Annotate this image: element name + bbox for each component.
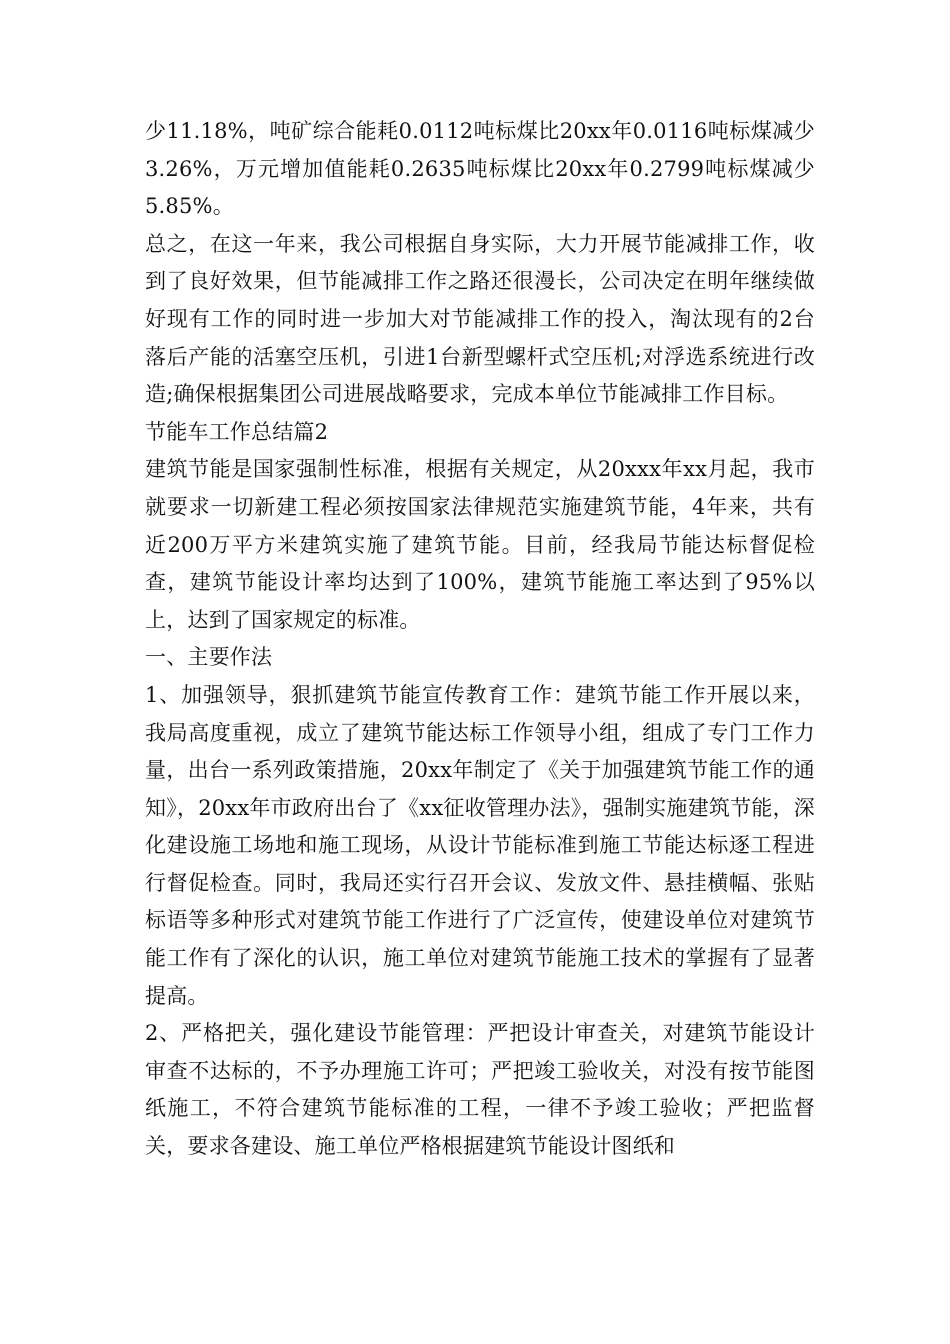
section-title: 节能车工作总结篇2 xyxy=(145,419,329,444)
paragraph-energy-figures: 少11.18%，吨矿综合能耗0.0112吨标煤比20xx年0.0116吨标煤减少3.26%，万元增加值能耗0.2635吨标煤比20xx年0.2799吨标煤减少5.85%。 xyxy=(145,119,815,219)
paragraph-item-1: 1、加强领导，狠抓建筑节能宣传教育工作：建筑节能工作开展以来，我局高度重视，成立了建筑节能达标工作领导小组，组成了专门工作力量，出台一系列政策措施，20xx年制定了《关于加强建筑节能工作的通知》，20xx年市政府出台了《xx征收管理办法》，强制实施建筑节能，深化建设施工场地和施工现场，从设计节能标准到施工节能达标逐工程进行督促检查。同时，我局还实行召开会议、发放文件、悬挂横幅、张贴标语等多种形式对建筑节能工作进行了广泛宣传，使建设单位对建筑节能工作有了深化的认识，施工单位对建筑节能施工技术的掌握有了显著提高。 xyxy=(145,682,815,1008)
paragraph-summary: 总之，在这一年来，我公司根据自身实际，大力开展节能减排工作，收到了良好效果，但节能减排工作之路还很漫长，公司决定在明年继续做好现有工作的同时进一步加大对节能减排工作的投入，淘汰现有的2台落后产能的活塞空压机，引进1台新型螺杆式空压机;对浮选系统进行改造;确保根据集团公司进展战略要求，完成本单位节能减排工作目标。 xyxy=(145,231,815,407)
paragraph-intro: 建筑节能是国家强制性标准，根据有关规定，从20xxx年xx月起，我市就要求一切新建工程必须按国家法律规范实施建筑节能，4年来，共有近200万平方米建筑实施了建筑节能。目前，经我局节能达标督促检查，建筑节能设计率均达到了100%，建筑节能施工率达到了95%以上，达到了国家规定的标准。 xyxy=(145,457,815,632)
paragraph-item-2: 2、严格把关，强化建设节能管理：严把设计审查关，对建筑节能设计审查不达标的，不予办理施工许可；严把竣工验收关，对没有按节能图纸施工，不符合建筑节能标准的工程，一律不予竣工验收；严把监督关，要求各建设、施工单位严格根据建筑节能设计图纸和 xyxy=(145,1021,815,1159)
document-body xyxy=(145,113,815,1166)
subsection-title: 一、主要作法 xyxy=(145,645,273,670)
